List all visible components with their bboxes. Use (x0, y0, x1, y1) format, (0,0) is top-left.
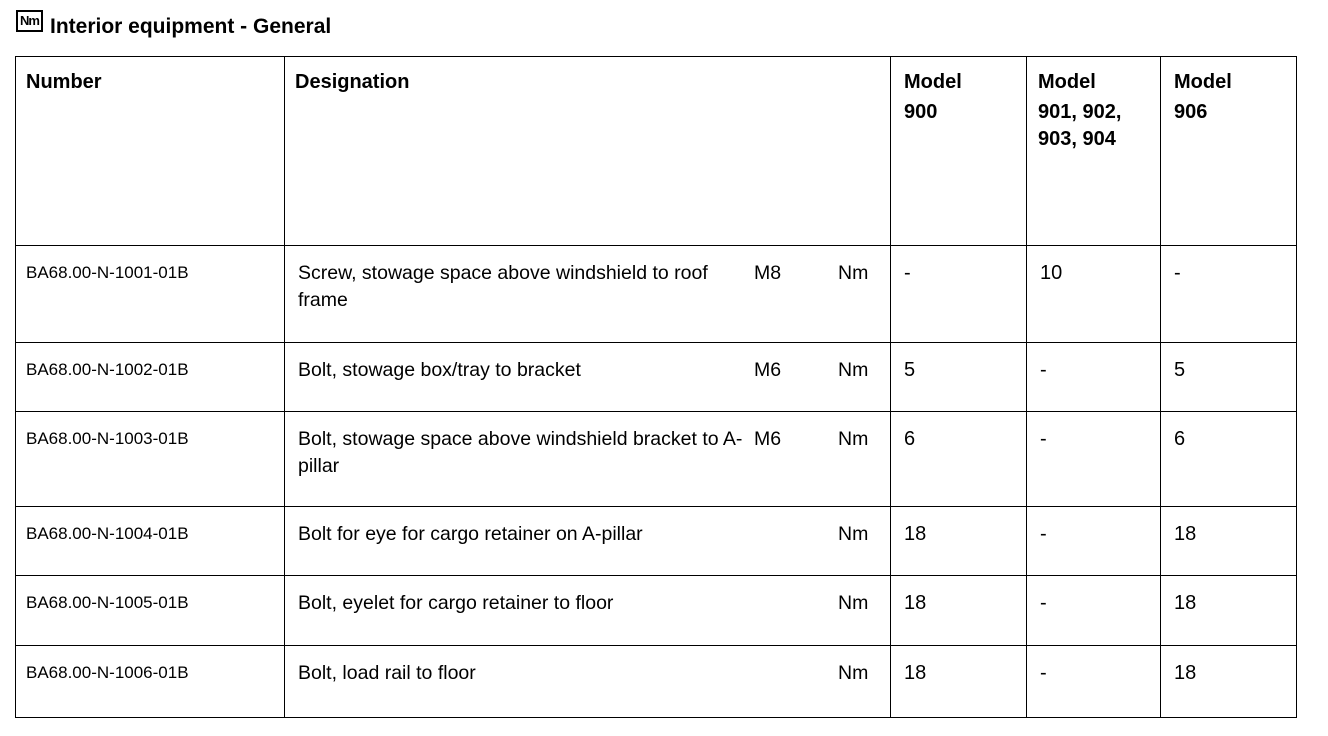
cell-number: BA68.00-N-1001-01B (16, 246, 285, 343)
torque-unit: Nm (838, 592, 869, 614)
cell-model-901-904: - (1027, 343, 1161, 412)
cell-model-906: - (1161, 246, 1297, 343)
thread-size: M8 (754, 262, 782, 284)
cell-model-901-904: - (1027, 576, 1161, 646)
cell-model-900: 18 (891, 576, 1027, 646)
thread-size (754, 521, 838, 548)
cell-model-900: 18 (891, 646, 1027, 718)
thread-size: M6 (754, 359, 782, 381)
cell-designation (285, 576, 891, 646)
cell-model-900: 6 (891, 412, 1027, 507)
torque-unit: Nm (838, 662, 869, 684)
cell-number: BA68.00-N-1004-01B (16, 507, 285, 576)
thread-size (754, 590, 838, 617)
column-header-model-900: Model 900 (891, 57, 1027, 246)
cell-number: BA68.00-N-1003-01B (16, 412, 285, 507)
cell-designation (285, 246, 891, 343)
cell-designation (285, 343, 891, 412)
column-header-designation: Designation (285, 57, 891, 246)
column-header-model-901-904: Model 901, 902, 903, 904 (1027, 57, 1161, 246)
page-title: Interior equipment - General (50, 15, 332, 38)
cell-designation (285, 646, 891, 718)
cell-model-900: 18 (891, 507, 1027, 576)
table-row (16, 507, 1297, 576)
cell-model-906: 18 (1161, 646, 1297, 718)
table-row (16, 246, 1297, 343)
page-header (16, 10, 331, 40)
torque-unit: Nm (838, 262, 869, 284)
designation-text: Bolt, stowage box/tray to bracket (298, 359, 581, 381)
torque-nm-icon: Nm (16, 10, 43, 32)
designation-text: Screw, stowage space above windshield to roof frame (298, 262, 708, 311)
table-header-row (16, 57, 1297, 246)
thread-size (754, 660, 838, 687)
torque-unit: Nm (838, 359, 869, 381)
cell-model-906: 5 (1161, 343, 1297, 412)
table-row (16, 412, 1297, 507)
thread-size: M6 (754, 428, 782, 450)
designation-text: Bolt, eyelet for cargo retainer to floor (298, 592, 614, 614)
cell-model-900: 5 (891, 343, 1027, 412)
cell-model-906: 18 (1161, 576, 1297, 646)
cell-number: BA68.00-N-1006-01B (16, 646, 285, 718)
cell-model-901-904: - (1027, 412, 1161, 507)
torque-table (15, 56, 1297, 718)
torque-unit: Nm (838, 523, 869, 545)
cell-model-901-904: - (1027, 646, 1161, 718)
cell-number: BA68.00-N-1002-01B (16, 343, 285, 412)
cell-model-900: - (891, 246, 1027, 343)
column-header-model-906: Model 906 (1161, 57, 1297, 246)
cell-number: BA68.00-N-1005-01B (16, 576, 285, 646)
cell-designation (285, 507, 891, 576)
cell-model-901-904: 10 (1027, 246, 1161, 343)
designation-text: Bolt for eye for cargo retainer on A-pillar (298, 523, 643, 545)
cell-model-906: 18 (1161, 507, 1297, 576)
table-row (16, 576, 1297, 646)
cell-model-901-904: - (1027, 507, 1161, 576)
column-header-number: Number (16, 57, 285, 246)
table-row (16, 343, 1297, 412)
cell-designation (285, 412, 891, 507)
torque-unit: Nm (838, 428, 869, 450)
designation-text: Bolt, stowage space above windshield bracket to A-pillar (298, 428, 743, 477)
designation-text: Bolt, load rail to floor (298, 662, 476, 684)
cell-model-906: 6 (1161, 412, 1297, 507)
table-row (16, 646, 1297, 718)
